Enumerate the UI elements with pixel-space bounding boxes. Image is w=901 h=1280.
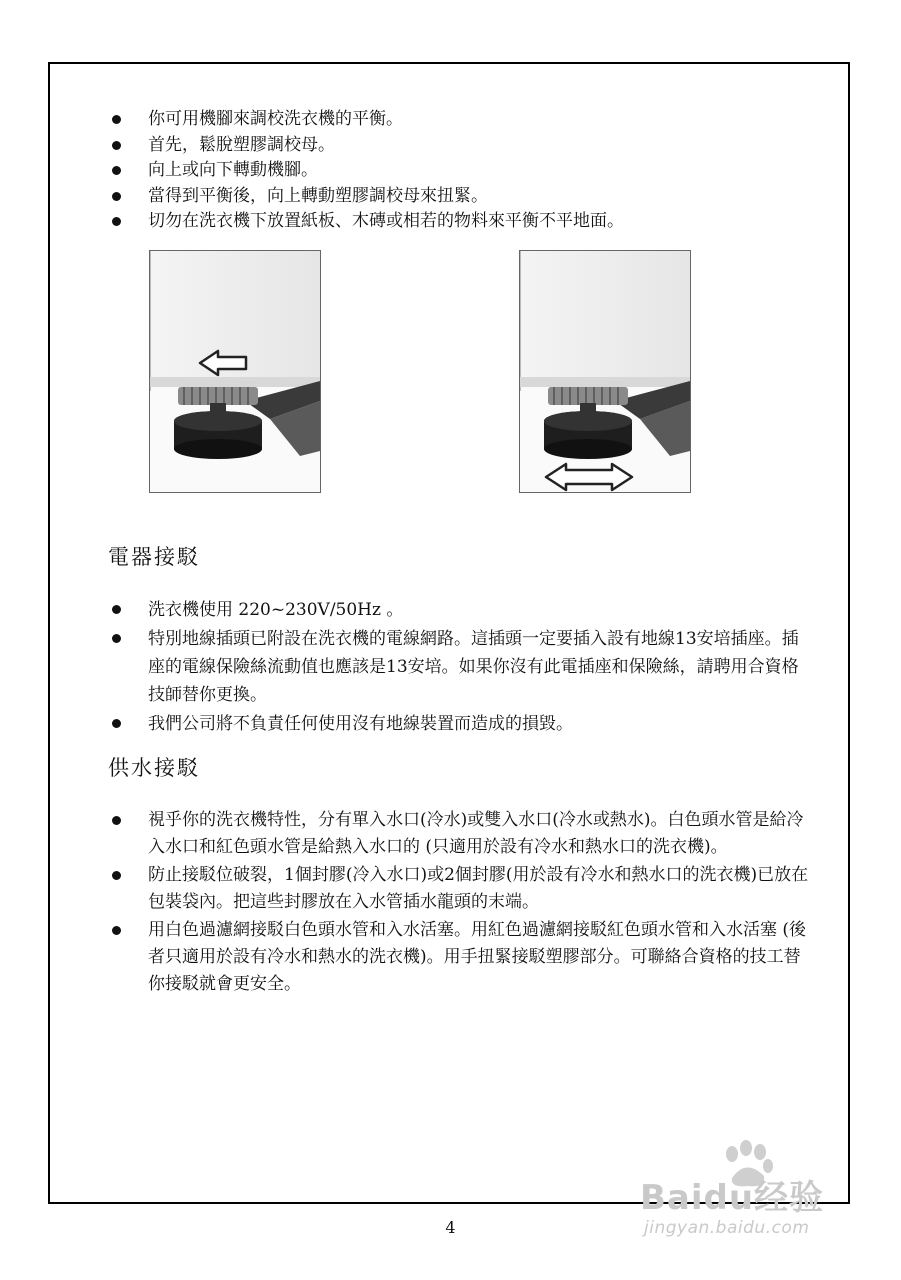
section-heading-water: 供水接駁 — [108, 756, 200, 780]
list-item: 防止接駁位破裂，1個封膠(冷入水口)或2個封膠(用於設有冷水和熱水口的洗衣機)已放在包裝袋內。把這些封膠放在入水管插水龍頭的末端。 — [110, 862, 810, 916]
list-item: 我們公司將不負責任何使用沒有地線裝置而造成的損毀。 — [110, 710, 810, 738]
electric-instructions-list — [110, 596, 810, 739]
list-item: 首先，鬆脫塑膠調校母。 — [110, 133, 810, 159]
list-item: 用白色過濾網接駁白色頭水管和入水活塞。用紅色過濾網接駁紅色頭水管和入水活塞 (後者只適用於設有冷水和熱水的洗衣機)。用手扭緊接駁塑膠部分。可聯絡合資格的技工替你接駁就會更安全。 — [110, 917, 810, 998]
foot-adjust-figure-loosen — [149, 250, 321, 493]
leveling-instructions-list — [110, 107, 810, 235]
baidu-watermark — [640, 1140, 860, 1250]
list-item: 視乎你的洗衣機特性，分有單入水口(冷水)或雙入水口(冷水或熱水)。白色頭水管是給冷入水口和紅色頭水管是給熱入水口的 (只適用於設有冷水和熱水口的洗衣機)。 — [110, 807, 810, 861]
list-item: 特別地線插頭已附設在洗衣機的電線網路。這插頭一定要插入設有地線13安培插座。插座的電線保險絲流動值也應該是13安培。如果你沒有此電插座和保險絲，請聘用合資格技師替你更換。 — [110, 625, 810, 709]
watermark-url: jingyan.baidu.com — [644, 1218, 810, 1238]
list-item: 洗衣機使用 220~230V/50Hz 。 — [110, 596, 810, 624]
list-item: 向上或向下轉動機腳。 — [110, 158, 810, 184]
list-item: 當得到平衡後，向上轉動塑膠調校母來扭緊。 — [110, 184, 810, 210]
section-heading-electric: 電器接駁 — [108, 545, 200, 569]
list-item: 你可用機腳來調校洗衣機的平衡。 — [110, 107, 810, 133]
list-item: 切勿在洗衣機下放置紙板、木磚或相若的物料來平衡不平地面。 — [110, 209, 810, 235]
water-instructions-list — [110, 807, 810, 999]
watermark-logo-text: Baidu经验 — [640, 1178, 825, 1218]
foot-adjust-figure-turn — [519, 250, 691, 493]
page-number: 4 — [445, 1218, 456, 1237]
